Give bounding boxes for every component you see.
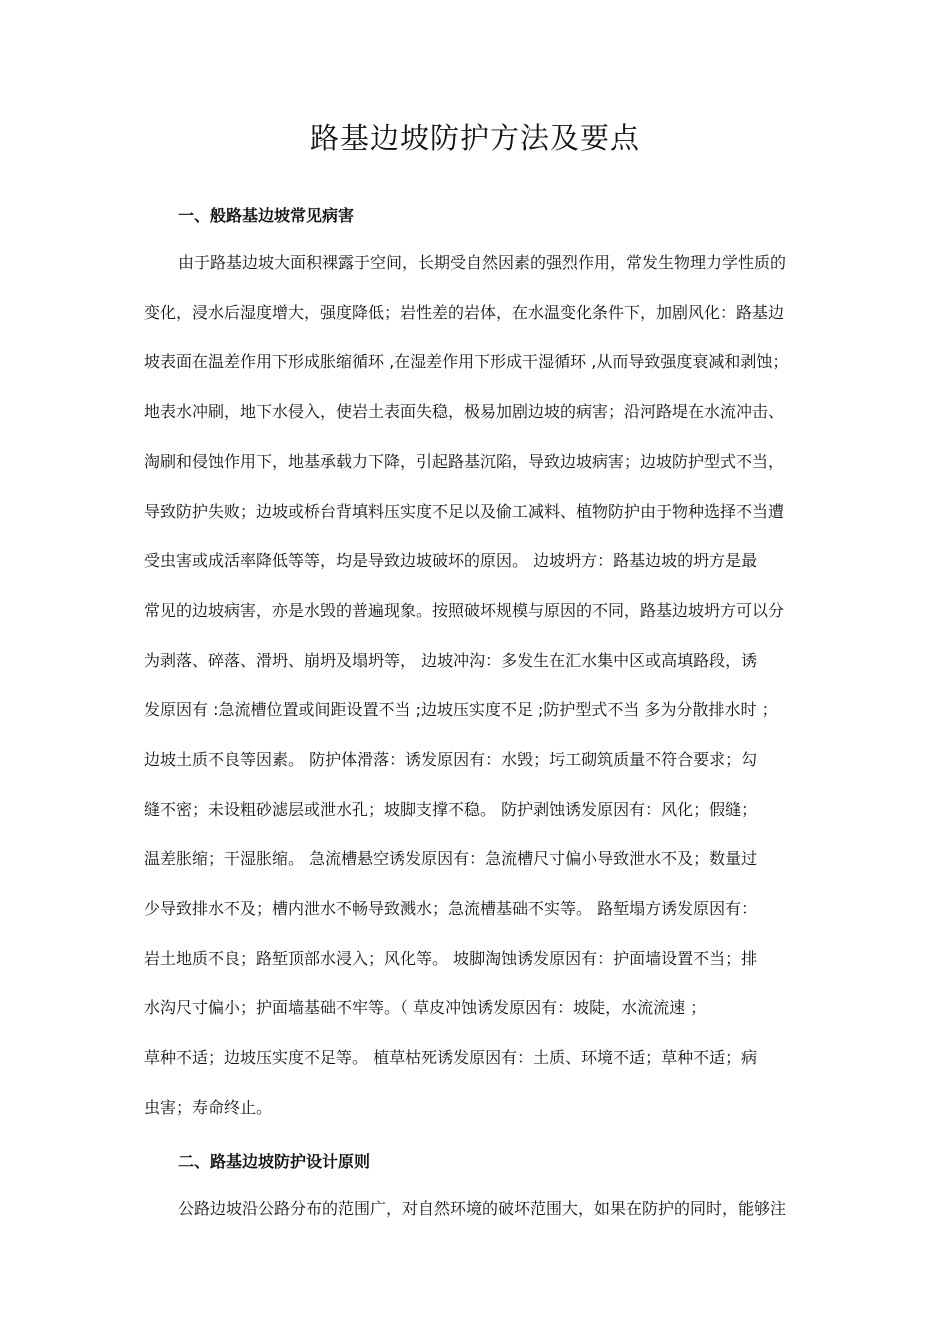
paragraph-line: 发原因有 :急流槽位置或间距设置不当 ;边坡压实度不足 ;防护型式不当 多为分散排水时 ； — [144, 700, 778, 719]
paragraph-line: 虫害；寿命终止。 — [144, 1098, 273, 1117]
paragraph-line: 温差胀缩；干湿胀缩。 急流槽悬空诱发原因有：急流槽尺寸偏小导致泄水不及；数量过 — [144, 849, 758, 868]
paragraph-line: 地表水冲刷，地下水侵入，使岩土表面失稳，极易加剧边坡的病害；沿河路堤在水流冲击、 — [144, 402, 785, 421]
paragraph-line: 受虫害或成活率降低等等，均是导致边坡破坏的原因。 边坡坍方：路基边坡的坍方是最 — [144, 551, 758, 570]
paragraph-line: 草种不适；边坡压实度不足等。 植草枯死诱发原因有：土质、环境不适；草种不适；病 — [144, 1048, 758, 1067]
paragraph-line: 边坡土质不良等因素。 防护体滑落：诱发原因有：水毁；圬工砌筑质量不符合要求；勾 — [144, 750, 758, 769]
paragraph-line: 缝不密；未设粗砂滤层或泄水孔；坡脚支撑不稳。 防护剥蚀诱发原因有：风化；假缝； — [144, 800, 758, 819]
paragraph-line: 由于路基边坡大面积裸露于空间，长期受自然因素的强烈作用，常发生物理力学性质的 — [178, 253, 787, 272]
paragraph-line: 坡表面在温差作用下形成胀缩循环 ,在湿差作用下形成干湿循环 ,从而导致强度衰减和剥蚀； — [144, 352, 789, 371]
paragraph-line: 淘刷和侵蚀作用下，地基承载力下降，引起路基沉陷，导致边坡病害；边坡防护型式不当， — [144, 452, 785, 471]
section-1-heading: 一、般路基边坡常见病害 — [178, 206, 355, 225]
paragraph-line: 变化，浸水后湿度增大，强度降低；岩性差的岩体，在水温变化条件下，加剧风化：路基边 — [144, 303, 785, 322]
paragraph-line: 水沟尺寸偏小；护面墙基础不牢等。（ 草皮冲蚀诱发原因有：坡陡，水流流速 ； — [144, 998, 707, 1017]
paragraph-line: 为剥落、碎落、滑坍、崩坍及塌坍等， 边坡冲沟：多发生在汇水集中区或高填路段，诱 — [144, 651, 758, 670]
paragraph-line: 常见的边坡病害，亦是水毁的普遍现象。按照破坏规模与原因的不同，路基边坡坍方可以分 — [144, 601, 785, 620]
paragraph-line: 岩土地质不良；路堑顶部水浸入；风化等。 坡脚淘蚀诱发原因有：护面墙设置不当；排 — [144, 949, 758, 968]
paragraph-line: 公路边坡沿公路分布的范围广，对自然环境的破坏范围大，如果在防护的同时，能够注 — [178, 1199, 787, 1218]
paragraph-line: 少导致排水不及；槽内泄水不畅导致溅水；急流槽基础不实等。 路堑塌方诱发原因有： — [144, 899, 758, 918]
paragraph-line: 导致防护失败；边坡或桥台背填料压实度不足以及偷工减料、植物防护由于物种选择不当遭 — [144, 502, 785, 521]
section-2-heading: 二、路基边坡防护设计原则 — [178, 1152, 371, 1171]
document-title: 路基边坡防护方法及要点 — [309, 121, 640, 155]
